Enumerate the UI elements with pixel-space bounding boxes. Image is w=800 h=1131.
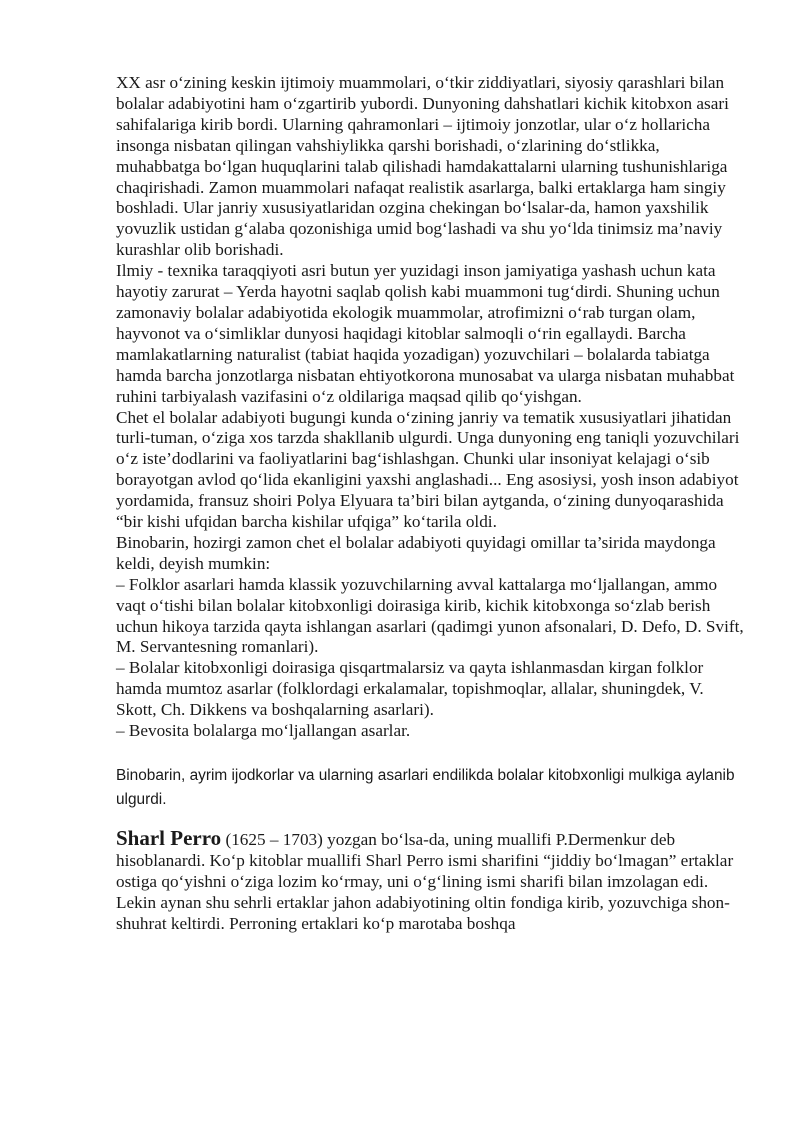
list-item-direct-works: – Bevosita bolalarga mo‘ljallangan asarlar. [116,721,411,741]
paragraph-sharl-perro [116,828,746,935]
document-page [116,73,746,935]
paragraph-scientific-progress: Ilmiy - texnika taraqqiyoti asri butun yer yuzidagi inson jamiyatiga yashash uchun kata hayotiy zarurat – Yerda hayotni saqlab qolish kabi muammoni tug‘dirdi. Shuning uchun zamonaviy bolalar adabiyotida ekologik muammolar, atrofimizni o‘rab turgan olam, hayvonot va o‘simliklar dunyosi haqidagi kitoblar salmoqli o‘rin egallaydi. Barcha mamlakatlarning naturalist (tabiat haqida yozadigan) yozuvchilari – bolalarda tabiatga hamda barcha jonzotlarga nisbatan ehtiyotkorona munosabat va ularga nisbatan muhabbat ruhini tarbiyalash vazifasini o‘z oldilariga maqsad qilib qo‘yishgan. [116,261,735,406]
perro-paragraph-text: (1625 – 1703) yozgan bo‘lsa-da, uning muallifi P.Dermenkur deb hisoblanardi. Ko‘p kitoblar muallifi Sharl Perro ismi sharifini “jiddiy bo‘lmagan” ertaklar ostiga qo‘yishni o‘ziga lozim ko‘rmay, uni o‘g‘lining ismi sharifi bilan imzolagan edi. Lekin aynan shu sehrli ertaklar jahon adabiyotining oltin fondiga kirib, yozuvchiga shon-shuhrat keltirdi. Perroning ertaklari ko‘p marotaba boshqa [116,830,734,933]
list-item-folklor: – Folklor asarlari hamda klassik yozuvchilarning avval kattalarga mo‘ljallangan, ammo vaqt o‘tishi bilan bolalar kitobxonligi doirasiga kirib, kichik kitobxonga so‘zlab berish uchun hikoya tarzida qayta ishlangan asarlari (qadimgi yunon afsonalari, D. Defo, D. Svift, M. Servantesning romanlari). [116,574,744,657]
list-item-children-reading: – Bolalar kitobxonligi doirasiga qisqartmalarsiz va qayta ishlanmasdan kirgan folklor hamda mumtoz asarlar (folklordagi erkalamalar, topishmoqlar, allalar, shuningdek, V. Skott, Ch. Dikkens va boshqalarning asarlari). [116,658,704,720]
paragraph-xx-century: XX asr o‘zining keskin ijtimoiy muammolari, o‘tkir ziddiyatlari, siyosiy qarashlari bilan bolalar adabiyotini ham o‘zgartirib yubordi. Dunyoning dahshatlari kichik kitobxon asari sahifalariga kirib bordi. Ularning qahramonlari – ijtimoiy jonzotlar, ular o‘z hollaricha insonga nisbatan qilingan vahshiylikka qarshi borishadi, o‘zlarining do‘stlikka, muhabbatga bo‘lgan huquqlarini talab qilishadi hamdakattalarni ularning tushunishlariga chaqirishadi. Zamon muammolari nafaqat realistik asarlarga, balki ertaklarga ham singiy boshladi. Ular janriy xususiyatlaridan ozgina chekingan bo‘lsalar-da, hamon yaxshilik yovuzlik ustidan g‘alaba qozonishiga umid bog‘lashadi va shu yo‘lda tinimsiz ma’naviy kurashlar olib borishadi. [116,73,729,260]
author-name-sharl-perro: Sharl Perro [116,826,222,850]
paragraph-binobarin-sans: Binobarin, ayrim ijodkorlar va ularning asarlari endilikda bolalar kitobxonligi mulkiga aylanib ulgurdi. [116,767,735,808]
paragraph-foreign-literature: Chet el bolalar adabiyoti bugungi kunda o‘zining janriy va tematik xususiyatlari jihatidan turli-tuman, o‘ziga xos tarzda shakllanib ulgurdi. Unga dunyoning eng taniqli yozuvchilari o‘z iste’dodlarini va faoliyatlarini bag‘ishlashgan. Chunki ular insoniyat kelajagi o‘sib borayotgan avlod qo‘lida ekanligini yaxshi anglashadi... Eng asosiysi, yosh inson adabiyot yordamida, fransuz shoiri Polya Elyuara ta’biri bilan aytganda, o‘zining dunyoqarashida “bir kishi ufqidan barcha kishilar ufqiga” ko‘tarila oldi. [116,407,740,532]
paragraph-factors-intro: Binobarin, hozirgi zamon chet el bolalar adabiyoti quyidagi omillar ta’sirida maydonga keldi, deyish mumkin: [116,532,716,573]
